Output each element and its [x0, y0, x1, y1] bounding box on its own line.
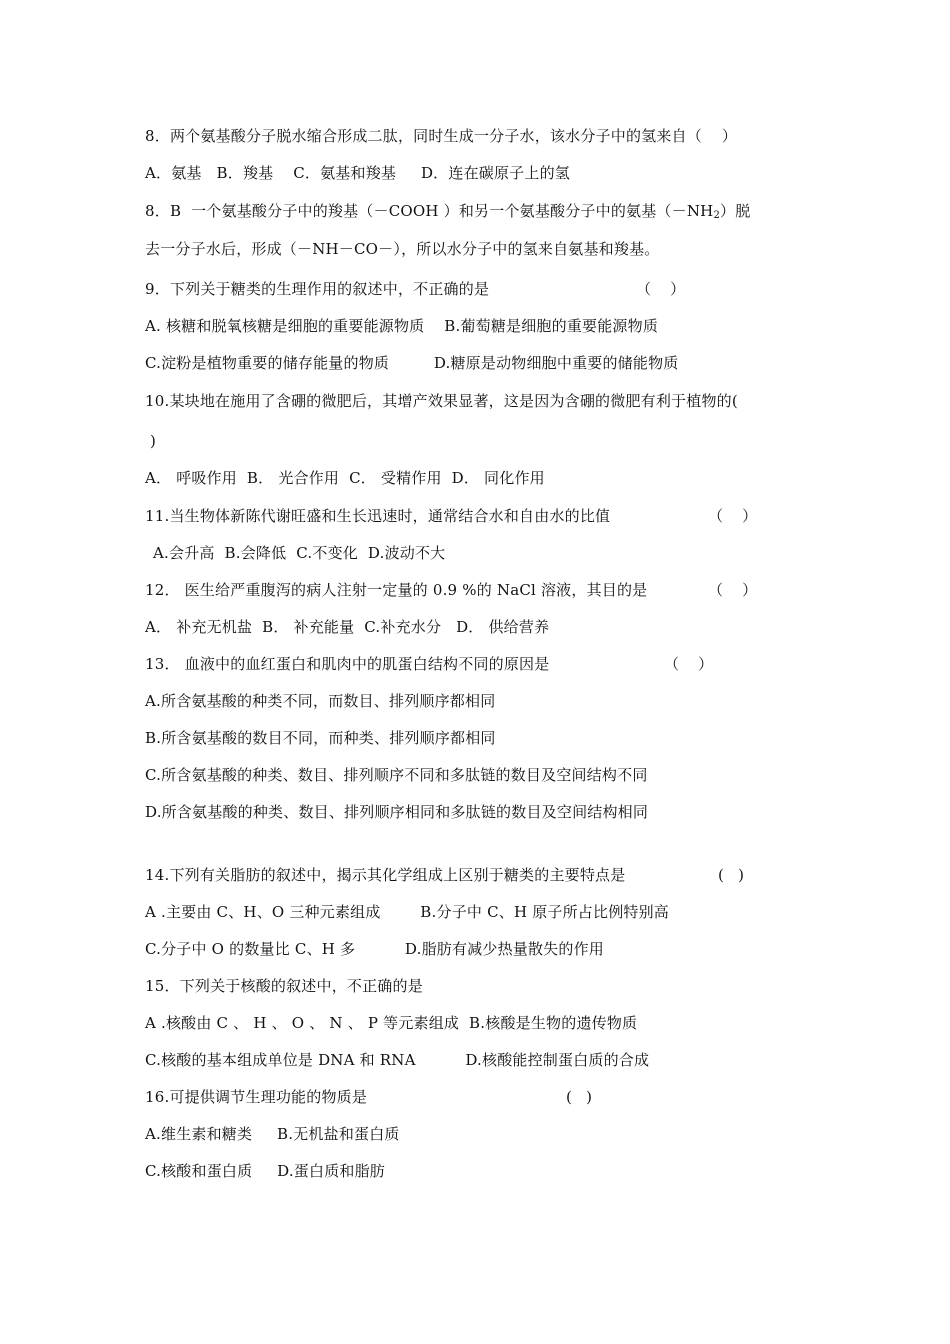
q8-answer-text-end: ）脱 — [720, 202, 751, 220]
q10-stem-2: ) — [145, 432, 157, 450]
q11-options: A.会升高 B.会降低 C.不变化 D.波动不大 — [153, 544, 446, 562]
q14-answer-blank: ( ) — [718, 866, 745, 884]
q9-options-1: A. 核糖和脱氧核糖是细胞的重要能源物质 B.葡萄糖是细胞的重要能源物质 — [145, 317, 659, 335]
q9-stem: 9．下列关于糖类的生理作用的叙述中，不正确的是 — [145, 280, 490, 298]
subscript-2: 2 — [713, 210, 720, 221]
q8-stem: 8．两个氨基酸分子脱水缩合形成二肽，同时生成一分子水，该水分子中的氢来自（ ） — [145, 127, 738, 145]
q12-answer-blank: （ ） — [708, 581, 758, 599]
q13-option-c: C.所含氨基酸的种类、数目、排列顺序不同和多肽链的数目及空间结构不同 — [145, 766, 648, 784]
q14-options-1: A .主要由 C、H、O 三种元素组成 B.分子中 C、H 原子所占比例特别高 — [145, 903, 669, 921]
q10-stem-1: 10.某块地在施用了含硼的微肥后，其增产效果显著，这是因为含硼的微肥有利于植物的( — [145, 392, 738, 410]
q15-options-1: A .核酸由 C 、 H 、 O 、 N 、 P 等元素组成 B.核酸是生物的遗传物质 — [145, 1014, 638, 1032]
q13-answer-blank: （ ） — [664, 655, 714, 673]
q9-answer-blank: （ ） — [636, 280, 686, 298]
q8-answer-text: 8．B 一个氨基酸分子中的羧基（－COOH ）和另一个氨基酸分子中的氨基（－NH — [145, 202, 714, 220]
q8-answer-line-1 — [145, 201, 750, 226]
q15-options-2: C.核酸的基本组成单位是 DNA 和 RNA D.核酸能控制蛋白质的合成 — [145, 1051, 650, 1069]
q13-option-d: D.所含氨基酸的种类、数目、排列顺序相同和多肽链的数目及空间结构相同 — [145, 803, 649, 821]
q16-stem: 16.可提供调节生理功能的物质是 — [145, 1088, 368, 1106]
q10-options: A． 呼吸作用 B． 光合作用 C． 受精作用 D． 同化作用 — [145, 469, 545, 487]
q15-stem: 15．下列关于核酸的叙述中，不正确的是 — [145, 977, 423, 995]
q16-options-1: A.维生素和糖类 B.无机盐和蛋白质 — [145, 1125, 400, 1143]
q8-options: A．氨基 B．羧基 C．氨基和羧基 D．连在碳原子上的氢 — [145, 164, 570, 182]
q14-stem: 14.下列有关脂肪的叙述中，揭示其化学组成上区别于糖类的主要特点是 — [145, 866, 626, 884]
q9-options-2: C.淀粉是植物重要的储存能量的物质 D.糖原是动物细胞中重要的储能物质 — [145, 354, 679, 372]
q11-answer-blank: （ ） — [708, 507, 758, 525]
q13-option-b: B.所含氨基酸的数目不同，而种类、排列顺序都相同 — [145, 729, 496, 747]
q14-options-2: C.分子中 O 的数量比 C、H 多 D.脂肪有减少热量散失的作用 — [145, 940, 604, 958]
q12-options: A． 补充无机盐 B． 补充能量 C.补充水分 D． 供给营养 — [145, 618, 550, 636]
q12-stem: 12． 医生给严重腹泻的病人注射一定量的 0.9 %的 NaCl 溶液，其目的是 — [145, 581, 648, 599]
q16-options-2: C.核酸和蛋白质 D.蛋白质和脂肪 — [145, 1162, 386, 1180]
q8-answer-line-2: 去一分子水后，形成（－NH－CO－），所以水分子中的氢来自氨基和羧基。 — [145, 240, 660, 258]
q16-answer-blank: ( ) — [566, 1088, 593, 1106]
q13-option-a: A.所含氨基酸的种类不同，而数目、排列顺序都相同 — [145, 692, 496, 710]
q13-stem: 13． 血液中的血红蛋白和肌肉中的肌蛋白结构不同的原因是 — [145, 655, 550, 673]
q11-stem: 11.当生物体新陈代谢旺盛和生长迅速时，通常结合水和自由水的比值 — [145, 507, 611, 525]
